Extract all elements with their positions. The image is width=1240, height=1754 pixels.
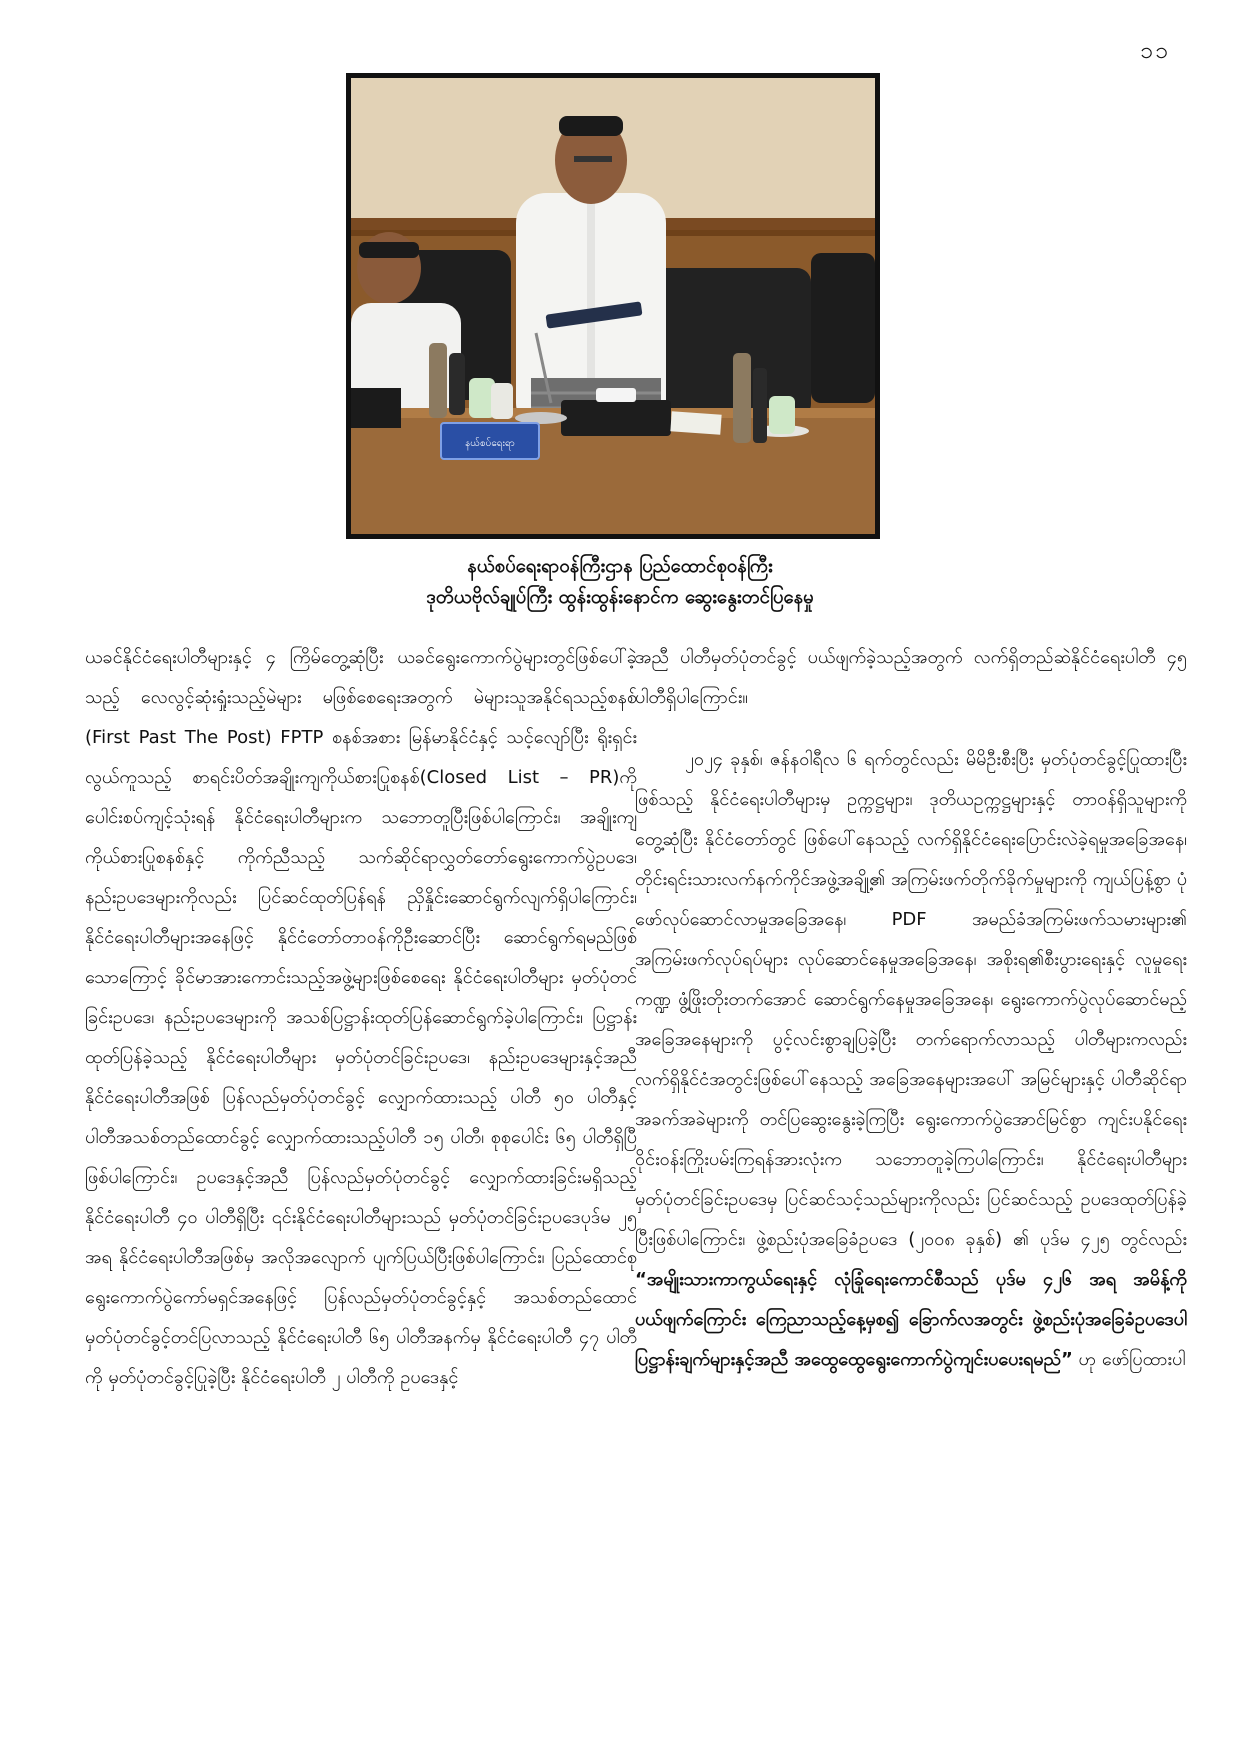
left-column [85,638,637,1698]
news-photo [346,73,880,539]
paragraph-body: ၂၀၂၄ ခုနှစ်၊ ဇန်နဝါရီလ ၆ ရက်တွင်လည်း မိမိဦးစီးပြီး မှတ်ပုံတင်ခွင့်ပြုထားပြီးဖြစ်သည့် နိုင်ငံရေးပါတီများမှ ဥက္ကဋ္ဌများ၊ ဒုတိယဥက္ကဋ္ဌများနှင့် တာဝန်ရှိသူများကိုတွေ့ဆုံပြီး နိုင်ငံတော်တွင် ဖြစ်ပေါ်နေသည့် လက်ရှိနိုင်ငံရေးပြောင်းလဲခဲ့ရမှုအခြေအနေ၊ တိုင်းရင်းသားလက်နက်ကိုင်အဖွဲ့အချို့၏ အကြမ်းဖက်တိုက်ခိုက်မှုများကို ကျယ်ပြန့်စွာ ပုံဖော်လုပ်ဆောင်လာမှုအခြေအနေ၊ PDF အမည်ခံအကြမ်းဖက်သမားများ၏ အကြမ်းဖက်လုပ်ရပ်များ လုပ်ဆောင်နေမှုအခြေအနေ၊ အစိုးရ၏စီးပွားရေးနှင့် လူမှုရေးကဏ္ဍ ဖွံ့ဖြိုးတိုးတက်အောင် ဆောင်ရွက်နေမှုအခြေအနေ၊ ရွေးကောက်ပွဲလုပ်ဆောင်မည့်အခြေအနေများကို ပွင့်လင်းစွာချပြခဲ့ပြီး တက်ရောက်လာသည့် ပါတီများကလည်း လက်ရှိနိုင်ငံအတွင်းဖြစ်ပေါ်နေသည့် အခြေအနေများအပေါ် အမြင်များနှင့် ပါတီဆိုင်ရာအခက်အခဲများကို တင်ပြဆွေးနွေးခဲ့ကြပြီး ရွေးကောက်ပွဲအောင်မြင်စွာ ကျင်းပနိုင်ရေးဝိုင်းဝန်းကြိုးပမ်းကြရန်အားလုံးက သဘောတူခဲ့ကြပါကြောင်း၊ နိုင်ငံရေးပါတီများမှတ်ပုံတင်ခြင်းဥပဒေမှ ပြင်ဆင်သင့်သည်များကိုလည်း ပြင်ဆင်သည့် ဥပဒေထုတ်ပြန်ခဲ့ပြီးဖြစ်ပါကြောင်း၊ ဖွဲ့စည်းပုံအခြေခံဥပဒေ (၂၀၀၈ ခုနှစ်) ၏ ပုဒ်မ ၄၂၅ တွင်လည်း [635,749,1187,1250]
right-paragraph-1: အညီ ပါတီမှတ်ပုံတင်ခွင့် ပယ်ဖျက်ခဲ့သည့်အတွက် လက်ရှိတည်ဆဲနိုင်ငံရေးပါတီ ၄၅ ပါတီရှိပါကြောင်း။ [635,647,1187,708]
right-column [635,638,1187,1698]
photo-caption [260,551,980,613]
right-paragraph-2 [635,740,1187,1380]
paragraph-tail: ဟု ဖော်ပြထားပါ [1072,1349,1186,1370]
left-paragraph: ယခင်နိုင်ငံရေးပါတီများနှင့် ၄ ကြိမ်တွေ့ဆုံပြီး ယခင်ရွေးကောက်ပွဲများတွင်ဖြစ်ပေါ်ခဲ့သည့် လေလွင့်ဆုံးရှုံးသည့်မဲများ မဖြစ်စေရေးအတွက် မဲများသူအနိုင်ရသည့်စနစ် (First Past The Post) FPTP စနစ်အစား မြန်မာနိုင်ငံနှင့် သင့်လျော်ပြီး ရိုးရှင်းလွယ်ကူသည့် စာရင်းပိတ်အချိုးကျကိုယ်စားပြုစနစ်(Closed List – PR)ကို ပေါင်းစပ်ကျင့်သုံးရန် နိုင်ငံရေးပါတီများက သဘောတူပြီးဖြစ်ပါကြောင်း၊ အချိုးကျ ကိုယ်စားပြုစနစ်နှင့် ကိုက်ညီသည့် သက်ဆိုင်ရာလွှတ်တော်ရွေးကောက်ပွဲဥပဒေ၊ နည်းဥပဒေများကိုလည်း ပြင်ဆင်ထုတ်ပြန်ရန် ညှိနှိုင်းဆောင်ရွက်လျက်ရှိပါကြောင်း၊ နိုင်ငံရေးပါတီများအနေဖြင့် နိုင်ငံတော်တာဝန်ကိုဦးဆောင်ပြီး ဆောင်ရွက်ရမည်ဖြစ်သောကြောင့် ခိုင်မာအားကောင်းသည့်အဖွဲ့များဖြစ်စေရေး နိုင်ငံရေးပါတီများ မှတ်ပုံတင်ခြင်းဥပဒေ၊ နည်းဥပဒေများကို အသစ်ပြဋ္ဌာန်းထုတ်ပြန်ဆောင်ရွက်ခဲ့ပါကြောင်း၊ ပြဋ္ဌာန်းထုတ်ပြန်ခဲ့သည့် နိုင်ငံရေးပါတီများ မှတ်ပုံတင်ခြင်းဥပဒေ၊ နည်းဥပဒေများနှင့်အညီ နိုင်ငံရေးပါတီအဖြစ် ပြန်လည်မှတ်ပုံတင်ခွင့် လျှောက်ထားသည့် ပါတီ ၅၀ ပါတီနှင့် ပါတီအသစ်တည်ထောင်ခွင့် လျှောက်ထားသည့်ပါတီ ၁၅ ပါတီ၊ စုစုပေါင်း ၆၅ ပါတီရှိပြီဖြစ်ပါကြောင်း၊ ဥပဒေနှင့်အညီ ပြန်လည်မှတ်ပုံတင်ခွင့် လျှောက်ထားခြင်းမရှိသည့် နိုင်ငံရေးပါတီ ၄၀ ပါတီရှိပြီး ၎င်းနိုင်ငံရေးပါတီများသည် မှတ်ပုံတင်ခြင်းဥပဒေပုဒ်မ ၂၅ အရ နိုင်ငံရေးပါတီအဖြစ်မှ အလိုအလျောက် ပျက်ပြယ်ပြီးဖြစ်ပါကြောင်း၊ ပြည်ထောင်စုရွေးကောက်ပွဲကော်မရှင်အနေဖြင့် ပြန်လည်မှတ်ပုံတင်ခွင့်နှင့် အသစ်တည်ထောင် မှတ်ပုံတင်ခွင့်တင်ပြလာသည့် နိုင်ငံရေးပါတီ ၆၅ ပါတီအနက်မှ နိုင်ငံရေးပါတီ ၄၇ ပါတီကို မှတ်ပုံတင်ခွင့်ပြုခဲ့ပြီး နိုင်ငံရေးပါတီ ၂ ပါတီကို ဥပဒေနှင့် [85,647,637,1388]
nameplate-text: နယ်စပ်ရေးရာ [465,438,515,449]
caption-line-1: နယ်စပ်ရေးရာဝန်ကြီးဌာန ပြည်ထောင်စုဝန်ကြီး [467,556,773,577]
constitution-quote: “အမျိုးသားကာကွယ်ရေးနှင့် လုံခြုံရေးကောင်စီသည် ပုဒ်မ ၄၂၆ အရ အမိန့်ကိုပယ်ဖျက်ကြောင်း ကြေညာသည့်နေ့မှစ၍ ခြောက်လအတွင်း ဖွဲ့စည်းပုံအခြေခံဥပဒေပါ ပြဋ္ဌာန်းချက်များနှင့်အညီ အထွေထွေရွေးကောက်ပွဲကျင်းပပေးရမည်” [635,1269,1187,1370]
caption-line-2: ဒုတိယဗိုလ်ချုပ်ကြီး ထွန်းထွန်းနောင်က ဆွေးနွေးတင်ပြနေမှု [426,587,814,608]
page-number: ၁၁ [1140,38,1170,64]
